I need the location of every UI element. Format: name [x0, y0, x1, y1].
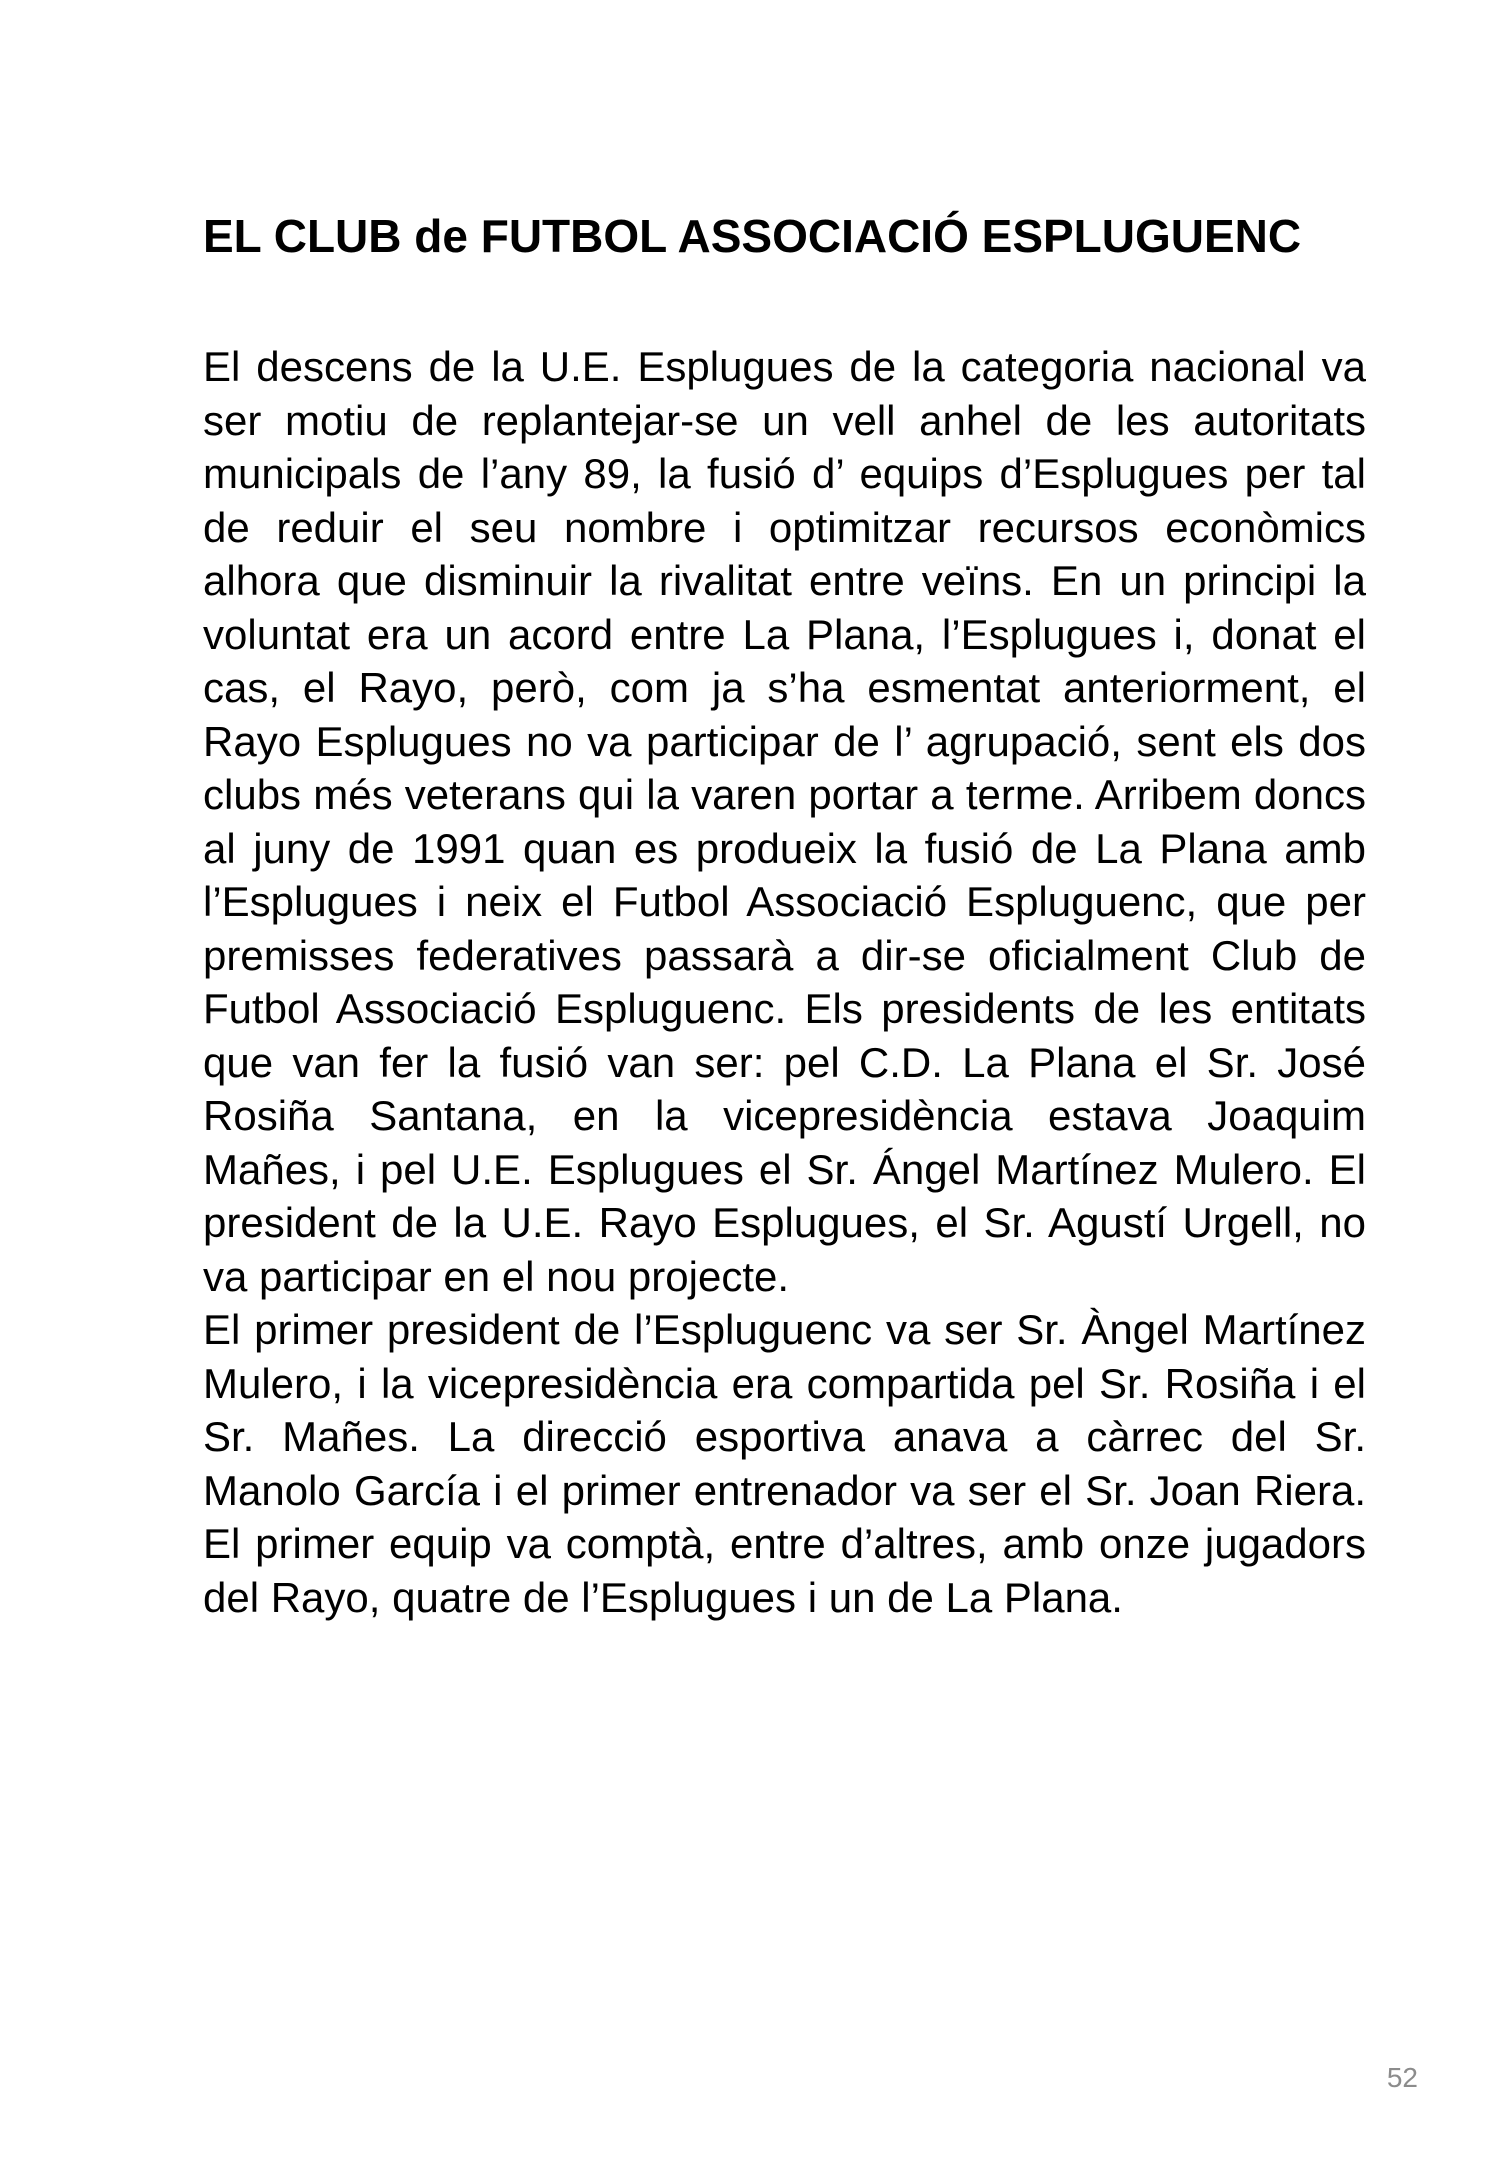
page-number: 52 — [1386, 2062, 1418, 2093]
body-text — [203, 340, 1366, 1624]
page-title: EL CLUB de FUTBOL ASSOCIACIÓ ESPLUGUENC — [203, 210, 1302, 262]
paragraph-1: El descens de la U.E. Esplugues de la categoria nacional va ser motiu de replantejar-se un vell anhel de les autoritats municipals de l’any 89, la fusió d’ equips d’Esplugues per tal de reduir el seu nombre i optimitzar recursos econòmics alhora que disminuir la rivalitat entre veïns. En un principi la voluntat era un acord entre La Plana, l’Esplugues i, donat el cas, el Rayo, però, com ja s’ha esmentat anteriorment, el Rayo Esplugues no va participar de l’ agrupació, sent els dos clubs més veterans qui la varen portar a terme. Arribem doncs al juny de 1991 quan es produeix la fusió de La Plana amb l’Esplugues i neix el Futbol Associació Espluguenc, que per premisses federatives passarà a dir-se oficialment Club de Futbol Associació Espluguenc. Els presidents de les entitats que van fer la fusió van ser: pel C.D. La Plana el Sr. José Rosiña Santana, en la vicepresidència estava Joaquim Mañes, i pel U.E. Esplugues el Sr. Ángel Martínez Mulero. El president de la U.E. Rayo Esplugues, el Sr. Agustí Urgell, no va participar en el nou projecte. — [203, 343, 1366, 1300]
paragraph-2: El primer president de l’Espluguenc va ser Sr. Àngel Martínez Mulero, i la vicepresidència era compartida pel Sr. Rosiña i el Sr. Mañes. La direcció esportiva anava a càrrec del Sr. Manolo García i el primer entrenador va ser el Sr. Joan Riera. El primer equip va comptà, entre d’altres, amb onze jugadors del Rayo, quatre de l’Esplugues i un de La Plana. — [203, 1306, 1366, 1621]
